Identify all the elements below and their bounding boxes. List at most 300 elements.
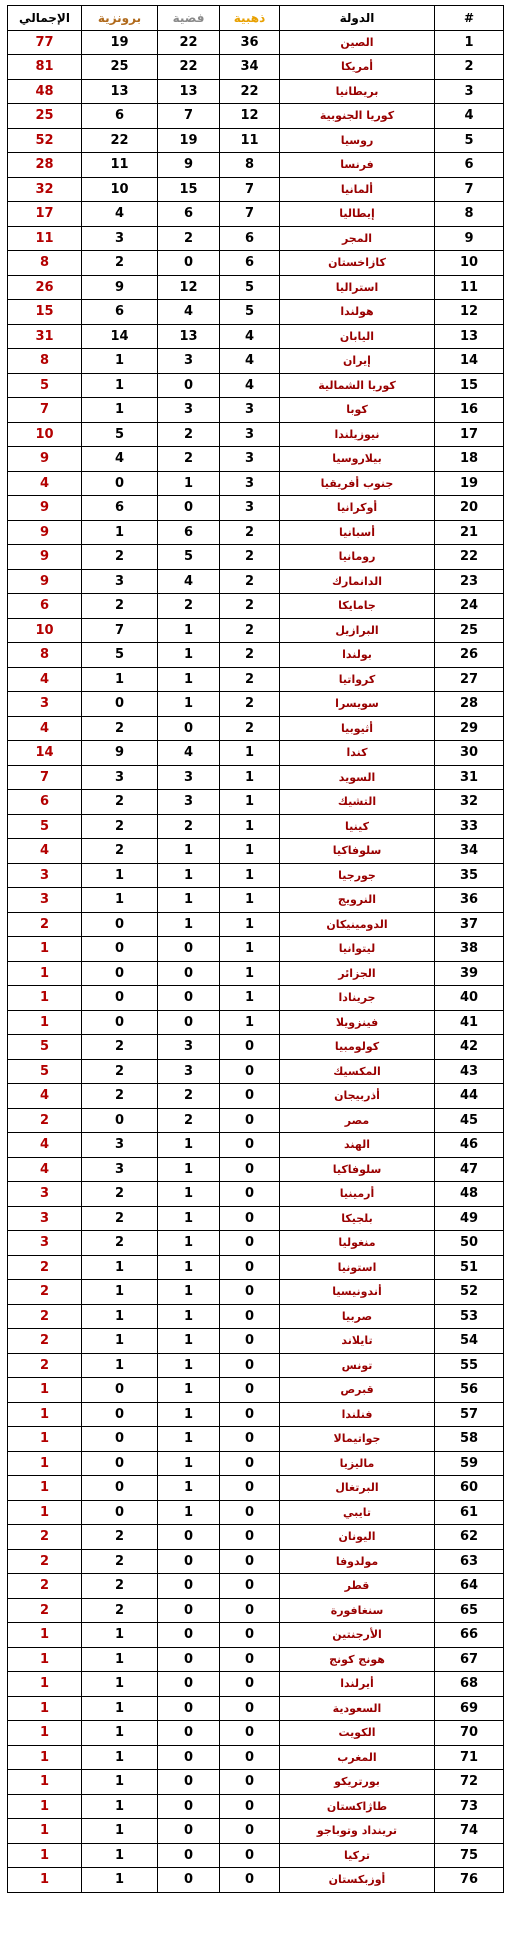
gold-cell: 0 [220,1280,280,1305]
table-row [8,1525,504,1550]
rank-cell: 41 [435,1010,504,1035]
table-row [8,765,504,790]
rank-cell: 69 [435,1696,504,1721]
country-cell: هونج كونج [280,1647,435,1672]
gold-cell: 3 [220,496,280,521]
country-cell: ترينداد وتوباجو [280,1819,435,1844]
silver-cell: 1 [158,1378,220,1403]
silver-cell: 0 [158,1010,220,1035]
total-cell: 2 [8,1525,82,1550]
total-cell: 1 [8,1427,82,1452]
rank-cell: 57 [435,1402,504,1427]
silver-cell: 12 [158,275,220,300]
header-gold: ذهبية [220,6,280,31]
country-cell: اليونان [280,1525,435,1550]
bronze-cell: 2 [82,1525,158,1550]
gold-cell: 2 [220,716,280,741]
country-cell: الجزائر [280,961,435,986]
table-row [8,1280,504,1305]
gold-cell: 8 [220,153,280,178]
bronze-cell: 1 [82,349,158,374]
bronze-cell: 2 [82,1231,158,1256]
bronze-cell: 0 [82,1108,158,1133]
gold-cell: 3 [220,422,280,447]
bronze-cell: 2 [82,790,158,815]
bronze-cell: 2 [82,1182,158,1207]
country-cell: ألمانيا [280,177,435,202]
country-cell: الدانمارك [280,569,435,594]
table-row [8,251,504,276]
bronze-cell: 1 [82,888,158,913]
rank-cell: 62 [435,1525,504,1550]
gold-cell: 0 [220,1476,280,1501]
rank-cell: 46 [435,1133,504,1158]
table-row [8,1451,504,1476]
total-cell: 1 [8,986,82,1011]
silver-cell: 15 [158,177,220,202]
header-total: الإجمالي [8,6,82,31]
country-cell: كوريا الشمالية [280,373,435,398]
gold-cell: 0 [220,1500,280,1525]
country-cell: أيرلندا [280,1672,435,1697]
country-cell: كرواتيا [280,667,435,692]
gold-cell: 2 [220,545,280,570]
total-cell: 1 [8,1721,82,1746]
total-cell: 2 [8,1304,82,1329]
country-cell: أثيوبيا [280,716,435,741]
silver-cell: 1 [158,863,220,888]
table-row [8,1574,504,1599]
rank-cell: 43 [435,1059,504,1084]
bronze-cell: 1 [82,1819,158,1844]
country-cell: أندونيسيا [280,1280,435,1305]
table-row [8,104,504,129]
gold-cell: 0 [220,1035,280,1060]
silver-cell: 2 [158,1084,220,1109]
country-cell: قطر [280,1574,435,1599]
silver-cell: 13 [158,79,220,104]
table-row [8,1157,504,1182]
silver-cell: 2 [158,594,220,619]
country-cell: النرويج [280,888,435,913]
table-row [8,1304,504,1329]
gold-cell: 0 [220,1770,280,1795]
table-row [8,153,504,178]
bronze-cell: 6 [82,496,158,521]
country-cell: أوكرانيا [280,496,435,521]
bronze-cell: 14 [82,324,158,349]
gold-cell: 0 [220,1402,280,1427]
country-cell: إيران [280,349,435,374]
gold-cell: 0 [220,1525,280,1550]
gold-cell: 0 [220,1182,280,1207]
gold-cell: 4 [220,324,280,349]
bronze-cell: 3 [82,226,158,251]
total-cell: 1 [8,1819,82,1844]
total-cell: 1 [8,1623,82,1648]
country-cell: قبرص [280,1378,435,1403]
country-cell: المكسيك [280,1059,435,1084]
rank-cell: 9 [435,226,504,251]
gold-cell: 7 [220,202,280,227]
table-row [8,1745,504,1770]
rank-cell: 71 [435,1745,504,1770]
rank-cell: 70 [435,1721,504,1746]
country-cell: مصر [280,1108,435,1133]
silver-cell: 2 [158,422,220,447]
total-cell: 31 [8,324,82,349]
bronze-cell: 1 [82,1280,158,1305]
silver-cell: 1 [158,839,220,864]
table-row [8,692,504,717]
country-cell: بلجيكا [280,1206,435,1231]
table-row [8,1402,504,1427]
bronze-cell: 2 [82,251,158,276]
table-row [8,55,504,80]
table-row [8,1843,504,1868]
bronze-cell: 2 [82,1035,158,1060]
country-cell: بريطانيا [280,79,435,104]
silver-cell: 4 [158,300,220,325]
bronze-cell: 3 [82,1157,158,1182]
table-row [8,202,504,227]
table-row [8,1623,504,1648]
table-body [8,30,504,1892]
header-silver: فضية [158,6,220,31]
country-cell: جواتيمالا [280,1427,435,1452]
country-cell: استونيا [280,1255,435,1280]
total-cell: 1 [8,1868,82,1893]
total-cell: 8 [8,643,82,668]
gold-cell: 5 [220,300,280,325]
rank-cell: 64 [435,1574,504,1599]
bronze-cell: 1 [82,1304,158,1329]
rank-cell: 52 [435,1280,504,1305]
table-row [8,79,504,104]
silver-cell: 9 [158,153,220,178]
silver-cell: 0 [158,1696,220,1721]
silver-cell: 1 [158,471,220,496]
gold-cell: 1 [220,741,280,766]
country-cell: تركيا [280,1843,435,1868]
bronze-cell: 2 [82,1059,158,1084]
rank-cell: 18 [435,447,504,472]
country-cell: مولدوفا [280,1549,435,1574]
table-row [8,275,504,300]
rank-cell: 23 [435,569,504,594]
country-cell: أمريكا [280,55,435,80]
silver-cell: 0 [158,1623,220,1648]
bronze-cell: 1 [82,1353,158,1378]
total-cell: 1 [8,1500,82,1525]
gold-cell: 0 [220,1623,280,1648]
total-cell: 77 [8,30,82,55]
silver-cell: 1 [158,1427,220,1452]
table-row [8,594,504,619]
table-row [8,1868,504,1893]
gold-cell: 1 [220,912,280,937]
silver-cell: 0 [158,1598,220,1623]
table-row [8,520,504,545]
medal-table [7,5,504,1893]
silver-cell: 1 [158,1133,220,1158]
silver-cell: 0 [158,251,220,276]
gold-cell: 4 [220,373,280,398]
gold-cell: 0 [220,1378,280,1403]
gold-cell: 0 [220,1696,280,1721]
gold-cell: 0 [220,1084,280,1109]
rank-cell: 28 [435,692,504,717]
rank-cell: 38 [435,937,504,962]
gold-cell: 3 [220,447,280,472]
bronze-cell: 1 [82,1721,158,1746]
silver-cell: 1 [158,1280,220,1305]
country-cell: البرتغال [280,1476,435,1501]
silver-cell: 2 [158,814,220,839]
bronze-cell: 2 [82,1549,158,1574]
country-cell: صربيا [280,1304,435,1329]
gold-cell: 0 [220,1255,280,1280]
silver-cell: 0 [158,937,220,962]
table-row [8,1206,504,1231]
table-row [8,177,504,202]
country-cell: تونس [280,1353,435,1378]
total-cell: 1 [8,961,82,986]
rank-cell: 58 [435,1427,504,1452]
silver-cell: 0 [158,1647,220,1672]
gold-cell: 0 [220,1108,280,1133]
total-cell: 1 [8,1010,82,1035]
rank-cell: 67 [435,1647,504,1672]
table-row [8,1084,504,1109]
rank-cell: 11 [435,275,504,300]
bronze-cell: 1 [82,1770,158,1795]
country-cell: أذربيجان [280,1084,435,1109]
table-row [8,447,504,472]
rank-cell: 15 [435,373,504,398]
silver-cell: 4 [158,741,220,766]
country-cell: جرينادا [280,986,435,1011]
bronze-cell: 0 [82,912,158,937]
table-row [8,569,504,594]
table-row [8,300,504,325]
rank-cell: 8 [435,202,504,227]
rank-cell: 31 [435,765,504,790]
bronze-cell: 1 [82,1843,158,1868]
table-row [8,839,504,864]
rank-cell: 6 [435,153,504,178]
silver-cell: 0 [158,716,220,741]
total-cell: 3 [8,1206,82,1231]
silver-cell: 0 [158,1525,220,1550]
gold-cell: 2 [220,594,280,619]
table-row [8,1108,504,1133]
bronze-cell: 3 [82,765,158,790]
bronze-cell: 2 [82,1084,158,1109]
rank-cell: 48 [435,1182,504,1207]
gold-cell: 0 [220,1549,280,1574]
gold-cell: 1 [220,839,280,864]
country-cell: بولندا [280,643,435,668]
gold-cell: 0 [220,1794,280,1819]
total-cell: 8 [8,251,82,276]
gold-cell: 11 [220,128,280,153]
silver-cell: 0 [158,496,220,521]
gold-cell: 0 [220,1672,280,1697]
rank-cell: 76 [435,1868,504,1893]
rank-cell: 3 [435,79,504,104]
rank-cell: 73 [435,1794,504,1819]
country-cell: المغرب [280,1745,435,1770]
country-cell: أرمينيا [280,1182,435,1207]
rank-cell: 33 [435,814,504,839]
rank-cell: 39 [435,961,504,986]
gold-cell: 3 [220,398,280,423]
total-cell: 1 [8,937,82,962]
total-cell: 6 [8,790,82,815]
rank-cell: 63 [435,1549,504,1574]
bronze-cell: 2 [82,1574,158,1599]
bronze-cell: 19 [82,30,158,55]
table-row [8,716,504,741]
country-cell: الصين [280,30,435,55]
table-row [8,1476,504,1501]
header-row [8,6,504,31]
country-cell: فنلندا [280,1402,435,1427]
table-row [8,1231,504,1256]
rank-cell: 17 [435,422,504,447]
medal-table-container [7,5,504,1893]
bronze-cell: 0 [82,1378,158,1403]
total-cell: 3 [8,863,82,888]
bronze-cell: 0 [82,1451,158,1476]
bronze-cell: 1 [82,1255,158,1280]
table-row [8,422,504,447]
total-cell: 10 [8,422,82,447]
silver-cell: 0 [158,1672,220,1697]
country-cell: اليابان [280,324,435,349]
table-row [8,471,504,496]
rank-cell: 61 [435,1500,504,1525]
silver-cell: 1 [158,1476,220,1501]
total-cell: 9 [8,520,82,545]
gold-cell: 1 [220,863,280,888]
total-cell: 4 [8,471,82,496]
silver-cell: 1 [158,1182,220,1207]
total-cell: 11 [8,226,82,251]
total-cell: 9 [8,447,82,472]
total-cell: 3 [8,1231,82,1256]
gold-cell: 2 [220,569,280,594]
gold-cell: 2 [220,692,280,717]
gold-cell: 1 [220,888,280,913]
table-row [8,1647,504,1672]
silver-cell: 0 [158,1745,220,1770]
country-cell: المجر [280,226,435,251]
rank-cell: 53 [435,1304,504,1329]
bronze-cell: 1 [82,863,158,888]
total-cell: 4 [8,667,82,692]
bronze-cell: 1 [82,1794,158,1819]
bronze-cell: 3 [82,569,158,594]
silver-cell: 7 [158,104,220,129]
rank-cell: 34 [435,839,504,864]
rank-cell: 10 [435,251,504,276]
total-cell: 3 [8,1182,82,1207]
total-cell: 4 [8,1084,82,1109]
table-row [8,1427,504,1452]
country-cell: هولندا [280,300,435,325]
rank-cell: 59 [435,1451,504,1476]
bronze-cell: 1 [82,667,158,692]
table-row [8,30,504,55]
total-cell: 5 [8,1059,82,1084]
country-cell: سلوفاكيا [280,839,435,864]
table-row [8,1133,504,1158]
header-country: الدولة [280,6,435,31]
rank-cell: 16 [435,398,504,423]
country-cell: رومانيا [280,545,435,570]
rank-cell: 68 [435,1672,504,1697]
bronze-cell: 11 [82,153,158,178]
total-cell: 25 [8,104,82,129]
silver-cell: 1 [158,888,220,913]
table-row [8,1182,504,1207]
gold-cell: 0 [220,1427,280,1452]
total-cell: 2 [8,1108,82,1133]
rank-cell: 60 [435,1476,504,1501]
silver-cell: 2 [158,447,220,472]
rank-cell: 50 [435,1231,504,1256]
rank-cell: 37 [435,912,504,937]
rank-cell: 27 [435,667,504,692]
bronze-cell: 2 [82,814,158,839]
gold-cell: 1 [220,961,280,986]
bronze-cell: 5 [82,643,158,668]
gold-cell: 0 [220,1231,280,1256]
rank-cell: 56 [435,1378,504,1403]
gold-cell: 0 [220,1868,280,1893]
silver-cell: 1 [158,1157,220,1182]
bronze-cell: 7 [82,618,158,643]
total-cell: 1 [8,1794,82,1819]
silver-cell: 3 [158,790,220,815]
bronze-cell: 1 [82,520,158,545]
table-row [8,790,504,815]
table-row [8,1721,504,1746]
silver-cell: 2 [158,1108,220,1133]
gold-cell: 0 [220,1329,280,1354]
rank-cell: 42 [435,1035,504,1060]
total-cell: 1 [8,1696,82,1721]
gold-cell: 0 [220,1843,280,1868]
bronze-cell: 9 [82,275,158,300]
country-cell: الهند [280,1133,435,1158]
silver-cell: 0 [158,1868,220,1893]
silver-cell: 1 [158,1231,220,1256]
bronze-cell: 1 [82,1868,158,1893]
silver-cell: 0 [158,1819,220,1844]
country-cell: التشيك [280,790,435,815]
bronze-cell: 5 [82,422,158,447]
gold-cell: 3 [220,471,280,496]
silver-cell: 1 [158,1353,220,1378]
total-cell: 26 [8,275,82,300]
gold-cell: 1 [220,814,280,839]
country-cell: السعودية [280,1696,435,1721]
bronze-cell: 2 [82,594,158,619]
gold-cell: 1 [220,1010,280,1035]
